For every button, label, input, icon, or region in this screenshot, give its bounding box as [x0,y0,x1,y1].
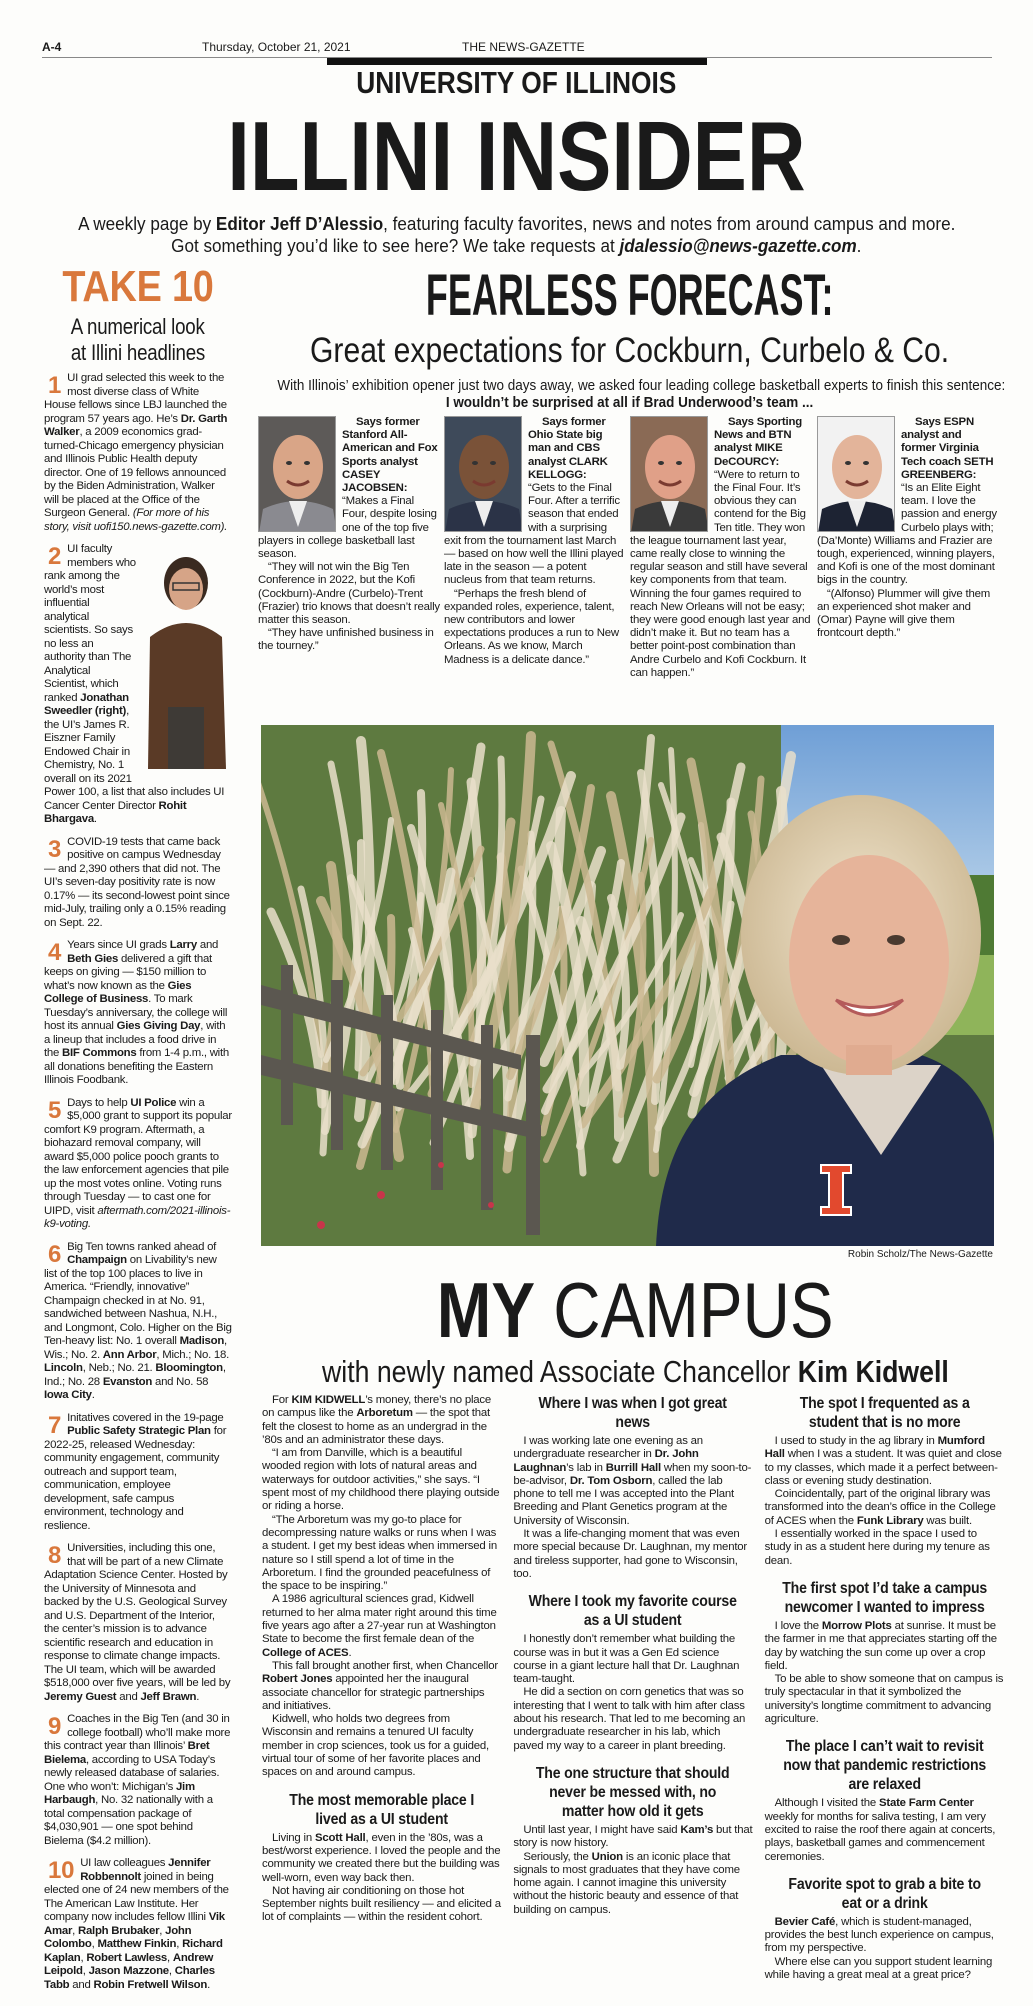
text-run: Mumford Hall [764,1435,985,1461]
text-run: Editor Jeff D’Alessio [215,214,383,234]
text-run: and [69,1978,94,1991]
item-number: 5 [48,1096,62,1124]
pundit-quote [444,416,626,667]
text-run: Charles Tabb [44,1965,215,1991]
text-run: (For more of his story, visit uofi150.news-gazette.com). [44,507,228,533]
neck [846,1045,892,1075]
text-run: Where else can you support student learning while having a great meal at a great price? [764,1955,993,1982]
text-run: Matthew Finkin [97,1938,177,1950]
article-paragraph [513,1633,752,1686]
text-run: , called the lab phone to tell me I was accepted into the Plant Breeding and Plant Genetics program at the University of Wisconsin. [513,1474,734,1527]
text-run: joined in being elected one of 24 new members of the The American Law Institute. Her company now includes fellow Illini [44,1870,229,1923]
section-heading-text: Favorite spot to grab a bite to eat or a drink [788,1875,981,1912]
text-run: Years since UI grads [67,939,170,951]
pundit-quote [258,416,440,654]
article-paragraph [765,1956,1004,1983]
text-run: Funk Library [856,1514,924,1527]
text-run: Initatives covered in the 19-page [67,1411,224,1424]
take-10-item [44,543,232,827]
article-paragraph [262,1593,501,1659]
text-run: Scott Hall [314,1831,366,1844]
text-run: , a 2009 economics grad-turned-Chicago emergency physician and Illinois Public Health deputy director. One of 19 fellows announced by the Biden Administration, Walker will be placed at the Office of the Surgeon General. [44,426,226,519]
text-run: To be able to show someone that on campus is truly spectacular in that it symbolized the university’s longtime commitment to advancing agriculture. [764,1673,1004,1726]
text-run: Jim Harbaugh [44,1780,195,1806]
text-run: and No. 58 [152,1375,209,1388]
text-run: I essentially worked in the space I used to study in as a student here during my tenure as dean. [764,1528,990,1567]
text-run: Jennifer Robbennolt [80,1857,211,1883]
text-run: I was working late one evening as an undergraduate researcher in [513,1435,703,1461]
text-run: UI Police [130,1096,177,1109]
subtitle-line: A numerical look [71,314,205,339]
take-10-list [44,372,232,1992]
text-run: Dr. John Laughnan [513,1448,699,1474]
text-run: , Mich.; No. 18. [156,1348,230,1361]
pundit-attribution: Says former Stanford All-American and Fox Sports analyst CASEY JACOBSEN: [342,416,438,495]
text-run: Until last year, I might have said [523,1823,681,1836]
section-heading [513,1394,752,1432]
section-heading [765,1394,1004,1432]
text-run: appointed her the inaugural associate chancellor for strategic partnerships and initiatives. [262,1673,485,1712]
item-text [44,836,230,929]
pundit-headshot [817,416,895,532]
my-campus-article [262,1394,1004,1994]
article-paragraph [765,1435,1004,1488]
quote-paragraph: “They have unfinished business in the tourney.” [258,627,434,653]
item-number: 8 [48,1542,62,1569]
take-10-title: TAKE 10 [62,262,214,311]
text-run: UI law colleagues [80,1857,169,1869]
section-heading-text: The most memorable place I lived as a UI student [289,1791,475,1828]
text-run: John Colombo [44,1924,192,1950]
text-run: from 1-4 p.m., with all donations benefiting the Eastern Illinois Foodbank. [44,1047,229,1086]
article-paragraph [513,1824,752,1851]
text-run: Gies Giving Day [116,1020,201,1032]
eye [832,935,850,945]
item-number: 2 [48,543,62,570]
article-paragraph [262,1514,501,1594]
text-run: , Neb.; No. 21. [82,1362,156,1374]
text-run: , No. 32 nationally with a total compensation package of $4,030,901 — one spot behind Bielema ($4.2 million). [44,1794,213,1847]
article-paragraph [765,1620,1004,1673]
text-run: , [159,1924,166,1937]
item-number: 10 [48,1857,75,1884]
section-heading [765,1579,1004,1617]
take-10-item [44,1857,232,1992]
text-run: “The Arboretum was my go-to place for decompressing nature walks or runs when I was a student. I get my best ideas when immersed in nature so I still spend a lot of time in the Arboretum. I find the grounded peacefulness of the space to be inspiring.” [262,1513,497,1593]
section-kicker [0,58,1033,100]
text-run: Living in [272,1831,315,1844]
text-run: I honestly don’t remember what building the course was in but it was a Gen Ed science course in a giant lecture hall that Dr. Laughnan team-taught. [513,1633,740,1686]
section-heading-text: The place I can’t wait to revisit now that pandemic restrictions are relaxed [782,1738,986,1794]
quote-paragraph: “Perhaps the fresh blend of expanded roles, experience, talent, new contributors and lower expectations produces a run to New Orleans. As we know, March Madness is a delicate dance.” [444,587,619,666]
text-run: , [167,1951,173,1964]
text-run: Coincidentally, part of the original library was transformed into the dean’s office in the College of ACES when the [764,1488,996,1527]
text-run: A 1986 agricultural sciences grad, Kidwell returned to her alma mater right around this time five years ago after a 27-year run at Washington State to become the first female dean of the [262,1593,497,1646]
item-text [44,939,229,1086]
text-run: Big Ten towns ranked ahead of [67,1240,217,1253]
text-run: Days to help [67,1096,131,1109]
text-run: Evanston [102,1375,153,1388]
forecast-intro: With Illinois’ exhibition opener just two days away, we asked four leading college basketball experts to finish this sentence: [277,378,1006,394]
text-run: Although I visited the [774,1797,879,1810]
text-run: Bloomington [155,1362,223,1374]
text-run: jdalessio@news-gazette.com [619,236,857,256]
take-10-item [44,939,232,1088]
kicker-rule [327,58,707,65]
text-run: Universities, including this one, that will be part of a new Climate Adaptation Science Center. Hosted by the University of Minnesota and backed by the U.S. Geological Survey and U.S. Department of the Interior, the center’s mission is to advance scientific research and education in response to climate change impacts. The UI team, which will be awarded $518,000 over five years, will be led by [44,1542,231,1689]
my-campus-subtitle: with newly named Associate Chancellor [321,1354,798,1389]
text-run: when my soon-to-be-advisor, [513,1461,752,1487]
text-run: was built. [923,1514,972,1527]
text-run: Jonathan Sweedler (right) [44,691,129,717]
take-10-subtitle [44,314,232,366]
pundit-headshot [258,416,336,532]
item-number: 6 [48,1240,62,1268]
text-run: Kam’s [680,1823,714,1836]
item-number: 1 [48,372,62,399]
text-run: Dr. Garth Walker [44,412,228,438]
section-heading-text: Where I took my favorite course as a UI student [528,1593,738,1630]
face [789,855,949,1065]
text-run: , [72,1924,78,1937]
text-run: Public Safety Strategic Plan [67,1425,211,1437]
text-run: I love the [774,1619,822,1632]
quote-paragraph: “(Alfonso) Plummer will give them an experienced shot maker and (Omar) Payne will give them frontcourt depth.” [817,587,991,640]
pundit-attribution: Says ESPN analyst and former Virginia Tech coach SETH GREENBERG: [901,416,994,481]
text-run: Ann Arbor [102,1348,157,1361]
text-run: Gies College of Business [44,979,192,1005]
text-run: win a $5,000 grant to support its popular comfort K9 program. Aftermath, a biohazard removal company, will award $5,000 police pooch grants to the law enforcement agencies that pile up the most votes online. Voting runs through Tuesday — to cast one for UIPD, visit [44,1096,232,1217]
item-number: 9 [48,1713,62,1740]
take-10-column [44,262,232,2001]
article-paragraph [765,1916,1004,1956]
my-campus-title: CAMPUS [534,1266,834,1354]
text-run: Vik Amar [44,1911,225,1937]
text-run: , which is student-managed, provides the best lunch experience on campus, from my perspective. [764,1915,994,1955]
text-run: weekly for months for saliva testing, I am very excited to raise the roof there again at concerts, plays, basketball games and commencement ceremonies. [764,1810,996,1863]
text-run: , the UI’s James R. Eiszner Family Endowed Chair in Chemistry, No. 1 overall on its 2021 Power 100, a list that also includes UI Cancer Center Director [44,705,225,812]
text-run: , Wis.; No. 2. [44,1335,227,1361]
text-run: delivered a gift that keeps on giving — $150 million to what’s now known as the [44,952,212,992]
text-run: , even in the ’80s, was a best/worst experience. I loved the people and the community we created there but the building was well-worn, even way back then. [262,1831,501,1884]
text-run: — the spot that felt the closest to home as an undergrad in the ’80s and an administrator these days. [262,1407,490,1446]
text-run: , according to USA Today’s newly released database of salaries. One who won’t: Michigan’s [44,1753,220,1793]
text-run: Jeremy Guest [44,1690,117,1703]
text-run: Andrew Leipold [44,1951,214,1977]
jonathan-sweedler-photo [140,547,232,769]
text-run: Iowa City [44,1389,92,1401]
text-run: , [91,1938,98,1950]
section-heading [513,1764,752,1821]
text-run: Robert Lawless [86,1951,168,1964]
text-run: on Livability’s new list of the top 100 places to live in America. “Friendly, innovative” Champaign checked in at No. 91, sandwiched between Nashua, N.H., and Longmont, Colo. Higher on the Big Ten-heavy list: No. 1 overall [44,1254,232,1347]
text-run: Arboretum [356,1407,413,1420]
text-run: , [168,1965,175,1977]
page-title [0,101,1033,211]
item-text [44,1542,230,1703]
text-run: Rohit Bhargava [44,799,187,825]
item-text [44,372,227,533]
text-run: , [80,1951,87,1964]
quote-text: “Gets to the Final Four. After a terrific season that ended with a surprising exit from the tournament last March — based on how well the Illini played late in the season — a potent nucleus from that team returns. [444,482,624,587]
text-run: Bevier Café [774,1915,836,1928]
pundit-quote [630,416,812,680]
article-paragraph [513,1686,752,1752]
text-run: Coaches in the Big Ten (and 30 in college football) who’ll make more this contract year than Illinois’ [44,1713,231,1752]
subtitle-line: at Illini headlines [70,340,206,365]
text-run: He did a section on corn genetics that was so interesting that I went to talk with him after class about his research. That led to me becoming an undergraduate researcher in his lab, which paved my way to a career in plant breeding. [513,1686,746,1752]
article-paragraph [513,1851,752,1917]
take-10-item [44,1097,232,1232]
forecast-headline: FEARLESS FORECAST: [426,263,834,328]
text-run: , [82,1965,89,1977]
text-run: . [856,236,862,256]
section-heading-text: The one structure that should never be messed with, no matter how old it gets [536,1764,730,1820]
text-run: COVID-19 tests that came back positive on campus Wednesday — and 2,390 others that did not. The UI’s seven-day positivity rate is now 0.17% — its second-lowest point since mid-July, trailing only a 0.15% reading on Sept. 22. [44,835,230,929]
text-run: Robert Jones [262,1673,333,1686]
article-paragraph [765,1797,1004,1863]
article-paragraph [765,1528,1004,1568]
text-run: Seriously, the [523,1850,592,1863]
text-run: . [348,1646,352,1659]
quote-paragraph: “They will not win the Big Ten Conference in 2022, but the Kofi (Cockburn)-Andre (Curbelo)-Trent (Frazier) trio knows that doesn’t really matter this season. [258,561,440,627]
pundit-quote [817,416,999,640]
article-paragraph [765,1488,1004,1528]
article-paragraph [262,1832,501,1885]
eye [887,935,905,945]
take-10-item [44,836,232,931]
tagline-line-1 [78,213,955,235]
text-run: BIF Commons [62,1047,137,1059]
section-heading [513,1592,752,1630]
my-campus-subject: Kim Kidwell [797,1354,949,1389]
my-campus-title-bold: MY [436,1266,535,1354]
photo-credit: Robin Scholz/The News-Gazette [847,1249,993,1260]
text-run: at sunrise. It must be the farmer in me that appreciates starting off the day by watching the sun come up over a crop field. [764,1619,997,1672]
section-heading [765,1875,1004,1913]
article-paragraph [513,1435,752,1528]
quote-text: “Is an Elite Eight team. I love the passion and energy Curbelo plays with; (Da’Monte) Williams and Frazier are tough, experienced, winning players, and Kofi is one of the most dominant bigs in the country. [817,482,997,587]
section-heading-text: The first spot I’d take a campus newcomer I wanted to impress [781,1579,987,1616]
kidwell-arboretum-photo [261,725,994,1246]
text-run: Larry [169,939,197,951]
text-run: . [196,1690,200,1703]
text-run: For [272,1394,292,1406]
take-10-item [44,1713,232,1848]
text-run: Champaign [67,1254,127,1266]
item-number: 7 [48,1411,62,1439]
text-run: when I was a student. It was quiet and close to my classes, which made it a perfect between-class or evening study destination. [764,1448,1002,1487]
text-run: and [196,939,219,951]
kicker-text: UNIVERSITY OF ILLINOIS [356,65,677,100]
take-10-item [44,1241,232,1403]
item-text [44,1241,232,1402]
text-run: Dr. Tom Osborn [569,1474,653,1487]
text-run: , Ind.; No. 28 [44,1362,226,1388]
text-run: A weekly page by [77,214,216,234]
article-paragraph [262,1713,501,1779]
section-heading [765,1737,1004,1794]
text-run: UI faculty members who rank among the world’s most influential analytical scientists. So says no less an authority than The Analytical Scientist, which ranked [44,543,136,704]
item-text [44,1713,230,1847]
text-run: Burrill Hall [605,1461,661,1474]
text-run: UI grad selected this week to the most diverse class of White House fellows since LBJ launched the program 57 years ago. He’s [44,372,227,425]
text-run: Madison [179,1335,225,1347]
section-heading-text: The spot I frequented as a student that is no more [799,1395,970,1431]
pundit-headshot [630,416,708,532]
article-paragraph [513,1528,752,1581]
kidwell-photo [261,725,994,1246]
pundit-attribution: Says Sporting News and BTN analyst MIKE DeCOURCY: [714,416,802,468]
page-number: A-4 [42,40,62,54]
section-heading-text: Where I was when I got great news [538,1395,728,1431]
tagline-line-2[interactable] [171,235,861,257]
text-run: KIM KIDWELL [291,1394,366,1406]
text-run: Lincoln [44,1362,83,1374]
article-paragraph [262,1394,501,1447]
text-run: . [93,813,97,825]
article-paragraph [262,1447,501,1513]
section-heading [262,1791,501,1829]
item-number: 4 [48,939,62,966]
text-run: Jason Mazzone [88,1965,169,1977]
text-run: This fall brought another first, when Chancellor [272,1659,498,1672]
page-folio [42,40,992,58]
take-10-item [44,372,232,534]
text-run: , [176,1938,183,1950]
text-run: Morrow Plots [821,1619,892,1632]
take-10-item [44,1412,232,1534]
forecast-subhead: Great expectations for Cockburn, Curbelo & Co. [310,331,950,370]
text-run: for 2022-25, released Wednesday: community engagement, community outreach and support team, communication, employee development, safe campus environment, technology and reslience. [44,1425,227,1532]
text-run: Robin Fretwell Wilson [93,1978,208,1991]
pundit-attribution: Says former Ohio State big man and CBS analyst CLARK KELLOGG: [528,416,608,481]
text-run: Bret Bielema [44,1740,210,1766]
text-run: Got something you’d like to see here? We take requests at [171,236,620,256]
text-run: , featuring faculty favorites, news and notes from around campus and more. [382,214,956,234]
text-run: Jeff Brawn [140,1690,197,1703]
text-run: State Farm Center [878,1797,974,1810]
text-run: Ralph Brubaker [77,1924,160,1937]
text-run: It was a life-changing moment that was even more special because Dr. Laughnan, my mentor and tireless supporter, had gone to Wisconsin, too. [513,1528,748,1580]
text-run: Kidwell, who holds two degrees from Wisconsin and remains a tenured UI faculty member in crop sciences, took us for a guided, virtual tour of some of her favorite places and spaces on and around campus. [262,1713,489,1779]
article-paragraph [765,1673,1004,1726]
text-run: aftermath.com/2021-illinois-k9-voting. [44,1204,231,1230]
article-paragraph [262,1885,501,1925]
text-run: I used to study in the ag library in [774,1435,938,1447]
text-run: Not having air conditioning on those hot September nights built resiliency — and elicited a lot of complaints — within the resident cohort. [262,1884,501,1924]
my-campus-header [255,1266,1015,1390]
text-run: ’s lab in [566,1461,606,1474]
item-number: 3 [48,835,62,863]
text-run: Beth Gies [67,952,119,965]
page-title-text: ILLINI INSIDER [227,101,806,211]
pundit-headshot [444,416,522,532]
quote-text: “Were to return to the Final Four. It’s obvious they can contend for the Big Ten title. They won the league tournament last year, came really close to winning the regular season and still have several key components from that team. Winning the four games required to reach New Orleans will not be easy; they were good enough last year and didn’t make it. But no team has a better point-post combination than Andre Curbelo and Kofi Cockburn. It can happen.” [630,468,811,679]
issue-date: Thursday, October 21, 2021 [202,40,351,54]
text-run: College of ACES [262,1646,349,1659]
take-10-item [44,1542,232,1704]
text-run: but that story is now history. [513,1823,753,1850]
text-run: is an iconic place that signals to most graduates that they have come home again. I cannot imagine this university without the historic beauty and essence of that building on campus. [513,1850,740,1916]
text-run: Richard Kaplan [44,1938,223,1964]
text-run: ’s money, there’s no place on campus like the [262,1394,492,1420]
forecast-prompt: I wouldn’t be surprised at all if Brad Underwood’s team ... [446,395,814,411]
text-run: . [91,1389,95,1401]
quote-text: “Makes a Final Four, despite losing one of the top five players in college basketball last season. [258,495,437,561]
forecast-header [250,262,1010,412]
item-text [44,1097,232,1231]
text-run: “I am from Danville, which is a beautiful wooded region with lots of natural areas and waterways for outdoor activities,” she says. “I spent most of my childhood there playing outside or riding a horse. [262,1447,500,1513]
text-run: Union [591,1850,623,1863]
article-paragraph [262,1660,501,1713]
newspaper-name: THE NEWS-GAZETTE [462,40,585,54]
tagline [0,213,1033,257]
text-run: . [207,1978,211,1991]
item-text [44,1412,226,1532]
text-run: and [116,1690,141,1703]
text-run: , with a lineup that includes a food drive in the [44,1020,226,1059]
text-run: . To mark Tuesday’s anniversary, the college will host its annual [44,993,228,1032]
